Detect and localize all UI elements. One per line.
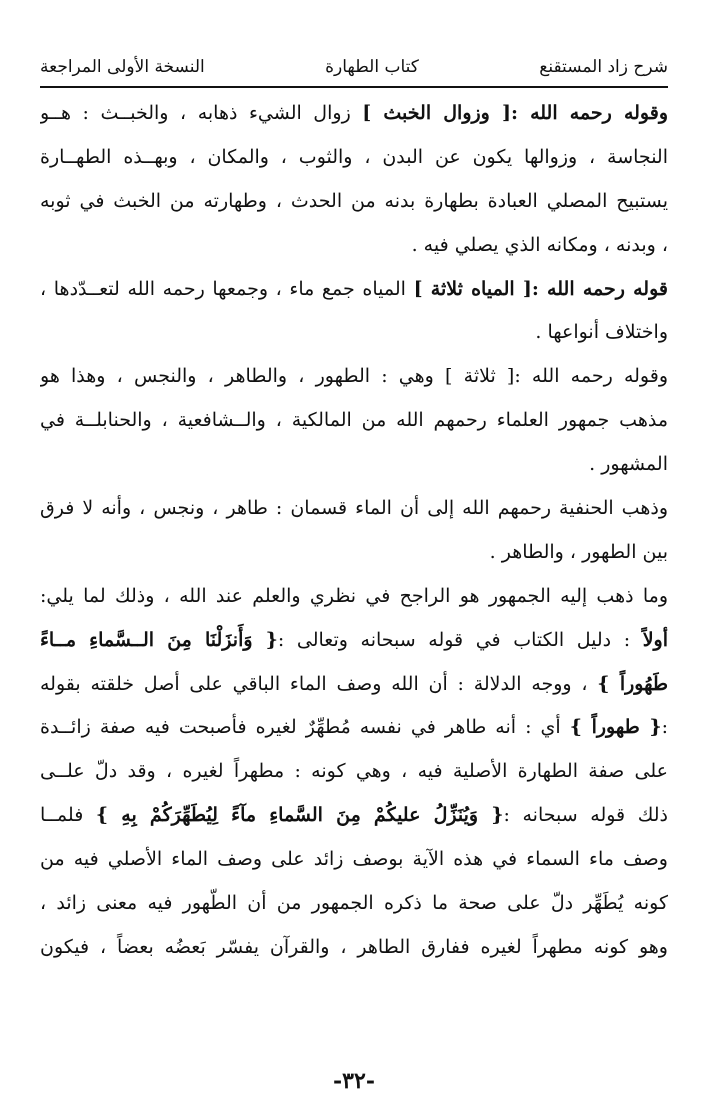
text-segment: يستبيح المصلي العبادة بطهارة بدنه من الحدث ، وطهارته من الخبث في ثوبه xyxy=(40,189,668,212)
bold-segment: { وَيُنَزِّلُ عليكُمْ مِنَ السَّماءِ مآءً لِيُطَهِّرَكُمْ بِهِ } xyxy=(95,804,504,827)
text-segment: كونه يُطَهِّر دلّ على صحة ما ذكره الجمهور من أن الطّهور فيه معنى زائد ، xyxy=(40,892,668,915)
text-segment: وما ذهب إليه الجمهور هو الراجح في نظري والعلم عند الله ، وذلك لما يلي: xyxy=(40,584,668,607)
header-chapter-title: كتاب الطهارة xyxy=(325,56,419,77)
header-edition-note: النسخة الأولى المراجعة xyxy=(40,56,205,77)
bold-segment: قوله رحمه الله :[ المياه ثلاثة ] xyxy=(413,277,668,300)
text-segment: : دليل الكتاب في قوله سبحانه وتعالى : xyxy=(277,628,643,651)
text-line xyxy=(40,136,668,180)
bold-segment: { طهوراً } xyxy=(569,716,662,739)
text-segment: بين الطهور ، والطاهر . xyxy=(489,540,668,563)
text-line xyxy=(40,224,668,268)
text-segment: ، وبدنه ، ومكانه الذي يصلي فيه . xyxy=(411,233,668,256)
text-segment: المشهور . xyxy=(589,453,668,476)
text-line xyxy=(40,443,668,487)
text-line xyxy=(40,180,668,224)
text-line xyxy=(40,531,668,575)
text-line xyxy=(40,750,668,794)
text-segment: وقوله رحمه الله :[ ثلاثة ] وهي : الطهور ، والطاهر ، والنجس ، وهذا هو xyxy=(40,365,668,388)
text-line xyxy=(40,268,668,312)
text-segment: وصف ماء السماء في هذه الآية بوصف زائد على وصف الماء الأصلي فيه من xyxy=(40,848,668,871)
bold-segment: { وَأَنزَلْنَا مِنَ الــسَّماءِ مــاءً xyxy=(40,628,278,651)
text-line xyxy=(40,619,668,663)
text-line xyxy=(40,311,668,355)
text-line xyxy=(40,92,668,136)
bold-segment: طَهُوراً } xyxy=(597,672,668,695)
header-book-title: شرح زاد المستقنع xyxy=(539,56,668,77)
text-line xyxy=(40,575,668,619)
text-segment: على صفة الطهارة الأصلية فيه ، وهي كونه : مطهراً لغيره ، وقد دلّ علــى xyxy=(40,760,668,783)
text-segment: النجاسة ، وزوالها يكون عن البدن ، والثوب ، والمكان ، وبهــذه الطهــارة xyxy=(40,145,668,168)
text-segment: فلمــا xyxy=(40,804,96,827)
text-segment: مذهب جمهور العلماء رحمهم الله من المالكية ، والــشافعية ، والحنابلــة في xyxy=(40,409,668,432)
text-segment: أي : أنه طاهر في نفسه مُطهِّرٌ لغيره فأصبحت فيه صفة زائــدة xyxy=(40,716,570,739)
header-rule xyxy=(40,86,668,88)
text-segment: واختلاف أنواعها . xyxy=(535,321,668,344)
text-line xyxy=(40,355,668,399)
text-line xyxy=(40,882,668,926)
text-line xyxy=(40,838,668,882)
text-line xyxy=(40,926,668,970)
text-segment: زوال الشيء ذهابه ، والخبــث : هــو xyxy=(40,102,363,124)
text-line xyxy=(40,487,668,531)
bold-segment: وقوله رحمه الله :[ وزوال الخبث ] xyxy=(362,102,668,124)
text-segment: وهو كونه مطهراً لغيره ففارق الطاهر ، والقرآن يفسّر بَعضُه بعضاً ، فيكون xyxy=(40,935,668,958)
text-line xyxy=(40,706,668,750)
page-number: -٣٢- xyxy=(333,1068,375,1094)
text-line xyxy=(40,399,668,443)
bold-segment: أولاً xyxy=(642,628,668,651)
running-header xyxy=(40,50,668,84)
text-segment: ذلك قوله سبحانه : xyxy=(503,804,668,827)
text-segment: المياه جمع ماء ، وجمعها رحمه الله لتعــدّدها ، xyxy=(40,277,414,300)
text-segment: وذهب الحنفية رحمهم الله إلى أن الماء قسمان : طاهر ، ونجس ، وأنه لا فرق xyxy=(40,497,668,520)
text-line xyxy=(40,663,668,707)
text-segment: ، ووجه الدلالة : أن الله وصف الماء الباقي على أصل خلقته بقوله xyxy=(40,672,598,695)
body-text xyxy=(40,92,668,970)
text-line xyxy=(40,794,668,838)
text-segment: : xyxy=(661,716,668,739)
